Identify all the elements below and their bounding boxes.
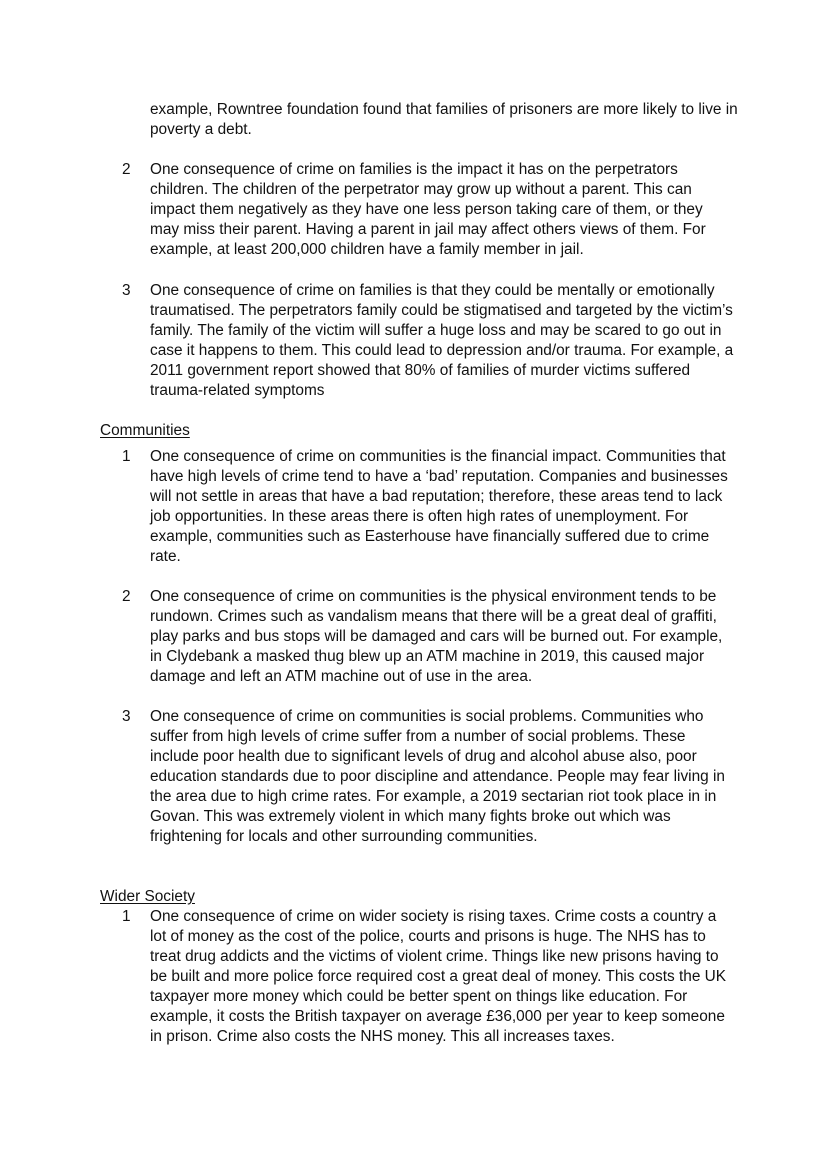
- wider-society-item-1: [122, 907, 762, 1047]
- item-number: 3: [122, 708, 131, 725]
- communities-item-1: [122, 447, 762, 567]
- families-item-3: [122, 281, 762, 401]
- continuation-paragraph: example, Rowntree foundation found that families of prisoners are more likely to live in poverty a debt.: [150, 101, 738, 138]
- families-item-2: [122, 160, 762, 260]
- item-number: 2: [122, 588, 131, 605]
- item-number: 3: [122, 282, 131, 299]
- wider-society-heading: Wider Society: [100, 888, 195, 905]
- item-number: 2: [122, 161, 131, 178]
- item-text: One consequence of crime on communities is social problems. Communities who suffer from high levels of crime suffer from a number of social problems. These include poor health due to significant levels of drug and alcohol abuse also, poor education standards due to poor discipline and attendance. People may fear living in the area due to high crime rates. For example, a 2019 sectarian riot took place in in Govan. This was extremely violent in which many fights broke out which was frightening for locals and other surrounding communities.: [150, 708, 725, 845]
- item-number: 1: [122, 448, 131, 465]
- item-text: One consequence of crime on communities is the physical environment tends to be rundown. Crimes such as vandalism means that there will be a great deal of graffiti, play parks and bus stops will be damaged and cars will be burned out. For example, in Clydebank a masked thug blew up an ATM machine in 2019, this caused major damage and left an ATM machine out of use in the area.: [150, 588, 723, 685]
- communities-item-2: [122, 587, 762, 687]
- item-number: 1: [122, 908, 131, 925]
- item-text: One consequence of crime on families is that they could be mentally or emotionally traumatised. The perpetrators family could be stigmatised and targeted by the victim’s family. The family of the victim will suffer a huge loss and may be scared to go out in case it happens to them. This could lead to depression and/or trauma. For example, a 2011 government report showed that 80% of families of murder victims suffered trauma-related symptoms: [150, 282, 734, 399]
- communities-item-3: [122, 707, 762, 847]
- communities-heading: Communities: [100, 422, 190, 439]
- item-text: One consequence of crime on wider society is rising taxes. Crime costs a country a lot of money as the cost of the police, courts and prisons is huge. The NHS has to treat drug addicts and the victims of violent crime. Things like new prisons having to be built and more police force required cost a great deal of money. This costs the UK taxpayer more money which could be better spent on things like education. For example, it costs the British taxpayer on average £36,000 per year to keep someone in prison. Crime also costs the NHS money. This all increases taxes.: [150, 908, 727, 1045]
- item-text: One consequence of crime on communities is the financial impact. Communities that have high levels of crime tend to have a ‘bad’ reputation. Companies and businesses will not settle in areas that have a bad reputation; therefore, these areas tend to lack job opportunities. In these areas there is often high rates of unemployment. For example, communities such as Easterhouse have financially suffered due to crime rate.: [150, 448, 728, 565]
- item-text: One consequence of crime on families is the impact it has on the perpetrators children. The children of the perpetrator may grow up without a parent. This can impact them negatively as they have one less person taking care of them, or they may miss their parent. Having a parent in jail may affect others views of them. For example, at least 200,000 children have a family member in jail.: [150, 161, 706, 258]
